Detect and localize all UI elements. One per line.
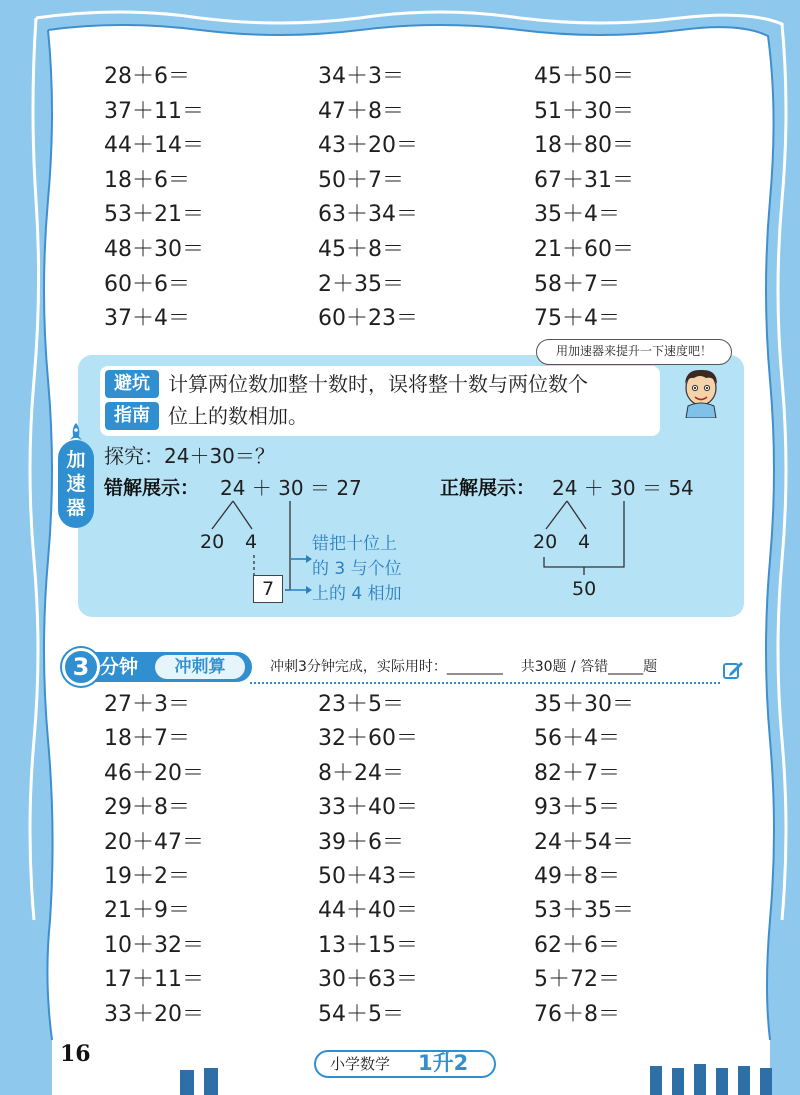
accelerator-tab-char: 器: [66, 497, 86, 519]
boy-cartoon-icon: [676, 366, 726, 418]
sprint-exercise-problem: 35＋30＝: [534, 692, 634, 717]
top-exercise-problem: 43＋20＝: [318, 133, 418, 159]
top-exercise-row: [104, 302, 724, 336]
top-exercise-problem: 60＋23＝: [318, 306, 418, 332]
page-number: 16: [60, 1041, 91, 1067]
sprint-exercise-row: [104, 929, 724, 963]
accelerator-tab-char: 速: [66, 473, 86, 495]
top-exercise-problem: 63＋34＝: [318, 202, 418, 228]
top-exercise-problem: 37＋4＝: [104, 306, 190, 332]
sprint-exercise-problem: 93＋5＝: [534, 795, 620, 821]
sprint-exercise-problem: 33＋20＝: [104, 1001, 204, 1027]
top-exercise-row: [104, 233, 724, 267]
sprint-exercise-problem: 76＋8＝: [534, 1001, 620, 1027]
wrong-split-tens: 20: [200, 531, 225, 553]
sprint-exercise-problem: 46＋20＝: [104, 760, 204, 786]
footer-book-title: 小学数学: [330, 1055, 391, 1073]
sprint-exercise-problem: 20＋47＝: [104, 829, 204, 855]
correct-solution-expression: 24 ＋ 30 ＝ 54: [552, 476, 694, 500]
sprint-exercise-problem: 5＋72＝: [534, 967, 620, 993]
sprint-exercise-problem: 54＋5＝: [318, 1001, 404, 1027]
top-exercise-problem: 75＋4＝: [534, 306, 620, 332]
accelerator-tab-char: 加: [66, 449, 86, 471]
top-exercise-problem: 58＋7＝: [534, 271, 620, 297]
sprint-exercise-problem: 21＋9＝: [104, 898, 190, 924]
top-exercise-problem: 2＋35＝: [318, 271, 404, 297]
sprint-exercise-row: [104, 791, 724, 825]
sprint-exercise-problem: 13＋15＝: [318, 932, 418, 958]
top-exercise-problem: 44＋14＝: [104, 133, 204, 159]
sprint-exercise-problem: 32＋60＝: [318, 726, 418, 752]
top-exercise-problem: 45＋8＝: [318, 237, 404, 262]
tip-badge-top: 避坑: [105, 370, 159, 398]
top-exercise-row: [104, 198, 724, 232]
sprint-exercise-problem: 33＋40＝: [318, 795, 418, 821]
top-exercise-row: [104, 95, 724, 129]
wrong-split-ones: 4: [245, 531, 258, 553]
top-exercise-problem: 48＋30＝: [104, 237, 204, 262]
top-exercise-problem: 50＋7＝: [318, 167, 404, 193]
sprint-exercise-row: [104, 757, 724, 791]
sprint-exercise-problem: 19＋2＝: [104, 864, 190, 889]
pencil-icon: [722, 660, 744, 680]
sprint-exercise-row: [104, 722, 724, 756]
footer-grade-level: 1升2: [418, 1051, 469, 1075]
sprint-exercise-problem: 82＋7＝: [534, 760, 620, 786]
wrong-solution-label: 错解展示：: [104, 477, 200, 499]
sprint-exercise-row: [104, 963, 724, 997]
explore-question: 探究：24＋30＝？: [104, 444, 275, 468]
top-exercise-problem: 45＋50＝: [534, 64, 634, 89]
sprint-exercise-problem: 23＋5＝: [318, 692, 404, 717]
sprint-minutes-number: 3: [62, 648, 100, 686]
top-exercise-problem: 34＋3＝: [318, 64, 404, 89]
correct-solution-label: 正解展示：: [440, 477, 536, 499]
correct-split-tens: 20: [533, 531, 558, 553]
top-exercise-problem: 51＋30＝: [534, 98, 634, 124]
top-exercise-row: [104, 164, 724, 198]
sprint-exercise-problem: 18＋7＝: [104, 726, 190, 752]
top-exercise-problem: 47＋8＝: [318, 98, 404, 124]
sprint-exercise-row: [104, 688, 724, 722]
top-exercise-problem: 60＋6＝: [104, 271, 190, 297]
wrong-solution-expression: 24 ＋ 30 ＝ 27: [220, 476, 362, 500]
sprint-dotted-divider: [250, 682, 720, 684]
tip-text-line-1: 计算两位数加整十数时，误将整十数与两位数个: [168, 372, 588, 396]
top-exercise-problem: 67＋31＝: [534, 167, 634, 193]
correct-split-ones: 4: [578, 531, 591, 553]
sprint-minutes-unit: 分钟: [100, 656, 139, 678]
sprint-exercise-problem: 56＋4＝: [534, 726, 620, 752]
sprint-exercise-problem: 24＋54＝: [534, 829, 634, 855]
sprint-exercise-problem: 10＋32＝: [104, 932, 204, 958]
sprint-exercise-problem: 44＋40＝: [318, 898, 418, 924]
top-exercise-problem: 35＋4＝: [534, 202, 620, 228]
sprint-exercise-problem: 27＋3＝: [104, 692, 190, 717]
sprint-exercise-problem: 8＋24＝: [318, 760, 404, 786]
top-exercise-row: [104, 60, 724, 94]
top-exercise-problem: 21＋60＝: [534, 237, 634, 262]
top-exercise-row: [104, 268, 724, 302]
sprint-info-text: 冲刺3分钟完成，实际用时：________ 共30题 / 答错_____题: [270, 659, 658, 675]
correct-partial-sum: 50: [572, 578, 597, 600]
solution-diagram-lines: [78, 495, 744, 615]
sprint-exercise-problem: 49＋8＝: [534, 864, 620, 889]
wrong-result-box: 7: [253, 575, 283, 603]
sprint-exercise-problem: 50＋43＝: [318, 864, 418, 889]
sprint-exercise-row: [104, 860, 724, 894]
top-exercise-problem: 18＋6＝: [104, 167, 190, 193]
top-exercise-problem: 37＋11＝: [104, 98, 204, 124]
top-exercise-problem: 18＋80＝: [534, 133, 634, 159]
top-exercise-problem: 28＋6＝: [104, 64, 190, 89]
sprint-exercise-problem: 17＋11＝: [104, 967, 204, 993]
tip-badge-bottom: 指南: [105, 402, 159, 430]
sprint-exercise-problem: 39＋6＝: [318, 829, 404, 855]
top-exercise-problem: 53＋21＝: [104, 202, 204, 228]
speech-bubble: 用加速器来提升一下速度吧！: [536, 339, 732, 365]
sprint-exercise-problem: 30＋63＝: [318, 967, 418, 993]
sprint-exercise-problem: 53＋35＝: [534, 898, 634, 924]
sprint-exercise-row: [104, 894, 724, 928]
sprint-exercise-row: [104, 826, 724, 860]
sprint-exercise-problem: 62＋6＝: [534, 932, 620, 958]
top-exercise-row: [104, 129, 724, 163]
tip-text-line-2: 位上的数相加。: [168, 404, 308, 428]
error-explanation-note: 错把十位上 的 3 与个位 上的 4 相加: [312, 534, 402, 604]
sprint-title: 冲刺算: [155, 655, 245, 679]
sprint-exercise-problem: 29＋8＝: [104, 795, 190, 821]
sprint-exercise-row: [104, 998, 724, 1032]
